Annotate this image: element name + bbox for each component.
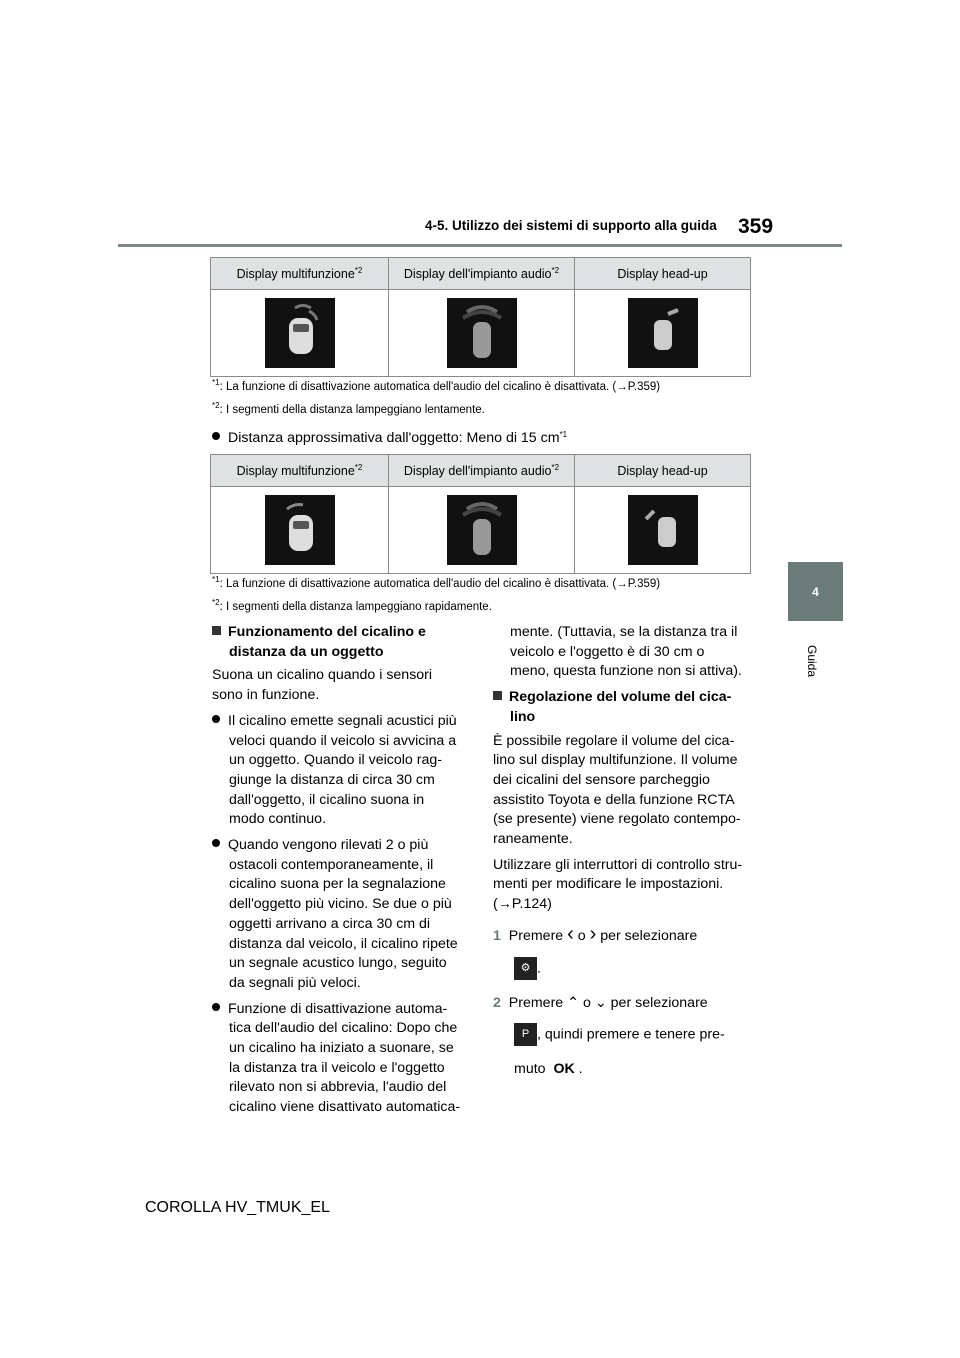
footnote-1b: $^{*2}$: I segmenti della distanza lampeggiano lentamente. xyxy=(212,401,485,416)
volume-paragraph: È possibile regolare il volume del cica- lino sul display multifunzione. Il volume dei cicalini del sensore parcheggio assistito Toyota e della funzione RCTA (se presente) viene regolato contempo- raneamente. xyxy=(493,732,741,848)
display-table-1 xyxy=(210,257,751,377)
chapter-label: Guida xyxy=(805,645,819,678)
multi-display-car-icon xyxy=(265,495,335,565)
bullet-2: Quando vengono rilevati 2 o più ostacoli contemporaneamente, il cicalino suona per la segnalazione dell'oggetto più vicino. Se due o più oggetti arrivano a circa 30 cm di distanza dal veicolo, il cicalino ripete un segnale acustico lungo, seguito da segnali più veloci. xyxy=(212,836,482,994)
col-hud: Display head-up xyxy=(575,455,751,487)
hud-car-icon xyxy=(628,495,698,565)
hud-car-icon xyxy=(628,298,698,368)
ok-icon: OK xyxy=(553,1061,575,1078)
step-1: 1 Premere ‹ o › per selezionare xyxy=(493,922,698,945)
footnote-1a: $^{*1}$: La funzione di disattivazione automatica dell'audio del cicalino è disattivata. (→P.359) xyxy=(212,378,661,393)
col-multi: Display multifunzione$^{*2}$ xyxy=(211,455,389,487)
section-title: 4-5. Utilizzo dei sistemi di supporto alla guida xyxy=(425,218,717,233)
chapter-tab xyxy=(788,562,843,621)
footnote-2b: $^{*2}$: I segmenti della distanza lampeggiano rapidamente. xyxy=(212,598,492,613)
heading-buzzer: Funzionamento del cicalino e xyxy=(212,623,482,643)
col-hud: Display head-up xyxy=(575,258,751,290)
right-column: mente. (Tuttavia, se la distanza tra il veicolo e l'oggetto è di 30 cm o meno, questa funzione non si attiva). Regolazione del volume del cica- lino È possibile regolare il volume del cica- lino sul display multifunzione. Il volume dei cicalini del sensore parcheggio assistito Toyota e della funzione RCTA (se presente) viene regolato contempo- raneamente. Utilizzare gli interruttori di controllo stru- menti per modificare le impostazioni. (→P.124) 1 Premere ‹ o › per selezionare ⚙ . 2 Premere ⌃ o ⌄ per selezionare P , quindi premere e tenere pre- muto OK . xyxy=(493,623,758,1080)
bullet-3: Funzione di disattivazione automa- tica dell'audio del cicalino: Dopo che un cicalino ha iniziato a suonare, se la distanza tra il veicolo e l'oggetto rilevato non si abbrevia, l'audio del cicalino viene disattivato automatica- xyxy=(212,1000,482,1118)
left-column: Funzionamento del cicalino e distanza da un oggetto Suona un cicalino quando i sensori sono in funzione. Il cicalino emette segnali acustici più veloci quando il veicolo si avvicina a un oggetto. Quando il veicolo rag- giunge la distanza di circa 30 cm dall'oggetto, il cicalino suona in modo continuo. Quando vengono rilevati 2 o più ostacoli contemporaneamente, il cicalino suona per la segnalazione dell'oggetto più vicino. Se due o più oggetti arrivano a circa 30 cm di distanza dal veicolo, il cicalino ripete un segnale acustico lungo, seguito da segnali più veloci. Funzione di disattivazione automa- tica dell'audio del cicalino: Dopo che un cicalino ha iniziato a suonare, se la distanza tra il veicolo e l'oggetto rilevato non si abbrevia, l'audio del cicalino viene disattivato automatica- xyxy=(212,623,482,1118)
chapter-number: 4 xyxy=(812,584,819,599)
footer-model: COROLLA HV_TMUK_EL xyxy=(145,1199,330,1216)
chevron-down-icon: ⌄ xyxy=(594,994,607,1011)
header-rule xyxy=(118,244,842,247)
chevron-up-icon: ⌃ xyxy=(567,994,580,1011)
distance-line: Distanza approssimativa dall'oggetto: Meno di 15 $cm^{*1}$ xyxy=(212,425,567,449)
controls-paragraph: Utilizzare gli interruttori di controllo stru- menti per modificare le impostazioni. (→P.124) xyxy=(493,856,743,913)
gear-icon: ⚙ xyxy=(514,957,537,980)
audio-display-car-icon xyxy=(447,298,517,368)
page-number: 359 xyxy=(738,215,774,238)
col-audio: Display dell'impianto audio$^{*2}$ xyxy=(389,455,575,487)
parking-sensor-icon: P xyxy=(514,1023,537,1046)
heading-volume: Regolazione del volume del cica- xyxy=(493,688,758,708)
multi-display-car-icon xyxy=(265,298,335,368)
step-2: 2 Premere ⌃ o ⌄ per selezionare xyxy=(493,994,708,1011)
audio-display-car-icon xyxy=(447,495,517,565)
chevron-right-icon: › xyxy=(589,922,597,945)
display-table-2 xyxy=(210,454,751,574)
col-audio: Display dell'impianto audio$^{*2}$ xyxy=(389,258,575,290)
col-multi: Display multifunzione$^{*2}$ xyxy=(211,258,389,290)
footnote-2a: $^{*1}$: La funzione di disattivazione automatica dell'audio del cicalino è disattivata. (→P.359) xyxy=(212,575,661,590)
bullet-1: Il cicalino emette segnali acustici più veloci quando il veicolo si avvicina a un oggetto. Quando il veicolo rag- giunge la distanza di circa 30 cm dall'oggetto, il cicalino suona in modo continuo. xyxy=(212,712,482,830)
chevron-left-icon: ‹ xyxy=(567,922,574,945)
